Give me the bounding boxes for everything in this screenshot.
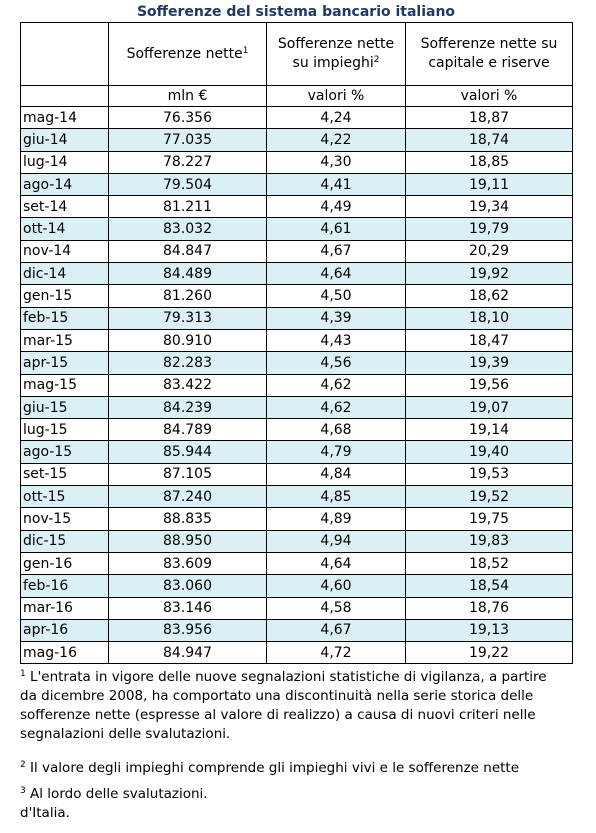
cell-npl-loans: 4,84: [267, 463, 406, 485]
cell-npl-capital: 19,75: [406, 508, 573, 530]
units-month: [21, 86, 109, 107]
cell-npl-loans: 4,68: [267, 419, 406, 441]
cell-month: lug-14: [21, 151, 109, 173]
units-row: [21, 86, 573, 107]
cell-npl-capital: 18,10: [406, 307, 573, 329]
cell-month: feb-15: [21, 307, 109, 329]
cell-net-npl: 83.422: [109, 374, 267, 396]
table-title: Sofferenze del sistema bancario italiano: [136, 4, 456, 20]
cell-npl-loans: 4,24: [267, 107, 406, 129]
cell-net-npl: 83.146: [109, 597, 267, 619]
cell-npl-loans: 4,39: [267, 307, 406, 329]
cell-month: gen-15: [21, 285, 109, 307]
table-row: [21, 151, 573, 173]
cell-net-npl: 87.105: [109, 463, 267, 485]
cell-net-npl: 76.356: [109, 107, 267, 129]
table-row: [21, 619, 573, 641]
table-row: [21, 240, 573, 262]
cell-net-npl: 88.950: [109, 530, 267, 552]
cell-net-npl: 84.847: [109, 240, 267, 262]
cell-npl-loans: 4,50: [267, 285, 406, 307]
table-row: [21, 419, 573, 441]
cell-npl-loans: 4,67: [267, 619, 406, 641]
cell-npl-capital: 19,53: [406, 463, 573, 485]
table-row: [21, 374, 573, 396]
cell-month: apr-15: [21, 352, 109, 374]
cell-month: apr-16: [21, 619, 109, 641]
cell-npl-loans: 4,64: [267, 263, 406, 285]
cell-npl-loans: 4,64: [267, 552, 406, 574]
cell-npl-capital: 19,83: [406, 530, 573, 552]
cell-net-npl: 84.489: [109, 263, 267, 285]
header-month: [21, 23, 109, 86]
cell-npl-loans: 4,22: [267, 129, 406, 151]
cell-net-npl: 78.227: [109, 151, 267, 173]
table-row: [21, 486, 573, 508]
cell-npl-loans: 4,49: [267, 196, 406, 218]
cell-month: nov-14: [21, 240, 109, 262]
cell-npl-loans: 4,56: [267, 352, 406, 374]
table-row: [21, 329, 573, 351]
cell-npl-capital: 18,62: [406, 285, 573, 307]
cell-net-npl: 84.239: [109, 396, 267, 418]
cell-npl-loans: 4,79: [267, 441, 406, 463]
cell-month: giu-14: [21, 129, 109, 151]
table-row: [21, 285, 573, 307]
cell-npl-capital: 18,85: [406, 151, 573, 173]
table-row: [21, 642, 573, 664]
cell-npl-capital: 19,56: [406, 374, 573, 396]
source-note: d'Italia.: [20, 805, 70, 821]
table-row: [21, 107, 573, 129]
cell-net-npl: 82.283: [109, 352, 267, 374]
cell-month: mag-16: [21, 642, 109, 664]
header-npl-loans: Sofferenze nette su impieghi$^2$: [267, 23, 406, 86]
footnote-2: $^2$ Il valore degli impieghi comprende gli impieghi vivi e le sofferenze nette: [20, 760, 520, 776]
cell-npl-capital: 18,54: [406, 575, 573, 597]
units-loans: valori %: [267, 86, 406, 107]
footnote-1: $^1$ L'entrata in vigore delle nuove segnalazioni statistiche di vigilanza, a partire da dicembre 2008, ha comportato una discontinuità nella serie storica delle sofferenze nette (espresse al valore di realizzo) a causa di nuovi criteri nelle segnalazioni delle svalutazioni.: [20, 669, 547, 742]
cell-npl-capital: 18,52: [406, 552, 573, 574]
table-row: [21, 396, 573, 418]
table-row: [21, 530, 573, 552]
table-row: [21, 307, 573, 329]
cell-month: feb-16: [21, 575, 109, 597]
cell-month: ott-14: [21, 218, 109, 240]
cell-net-npl: 88.835: [109, 508, 267, 530]
cell-npl-loans: 4,60: [267, 575, 406, 597]
cell-net-npl: 84.947: [109, 642, 267, 664]
cell-npl-capital: 19,13: [406, 619, 573, 641]
cell-npl-loans: 4,67: [267, 240, 406, 262]
footnotes: [20, 668, 590, 823]
cell-net-npl: 83.060: [109, 575, 267, 597]
cell-net-npl: 77.035: [109, 129, 267, 151]
cell-npl-loans: 4,94: [267, 530, 406, 552]
cell-npl-capital: 19,52: [406, 486, 573, 508]
cell-npl-loans: 4,62: [267, 396, 406, 418]
cell-npl-capital: 18,74: [406, 129, 573, 151]
cell-npl-capital: 19,92: [406, 263, 573, 285]
cell-npl-capital: 19,79: [406, 218, 573, 240]
cell-net-npl: 84.789: [109, 419, 267, 441]
cell-npl-capital: 19,34: [406, 196, 573, 218]
units-net: mln €: [109, 86, 267, 107]
table-row: [21, 597, 573, 619]
cell-month: mag-15: [21, 374, 109, 396]
cell-month: ago-15: [21, 441, 109, 463]
cell-month: dic-14: [21, 263, 109, 285]
cell-net-npl: 79.504: [109, 173, 267, 195]
cell-npl-capital: 20,29: [406, 240, 573, 262]
header-net-npl: Sofferenze nette$^1$: [109, 23, 267, 86]
cell-month: set-15: [21, 463, 109, 485]
cell-npl-capital: 19,07: [406, 396, 573, 418]
data-table: [20, 22, 573, 664]
cell-npl-capital: 18,87: [406, 107, 573, 129]
table-row: [21, 263, 573, 285]
cell-net-npl: 87.240: [109, 486, 267, 508]
units-capital: valori %: [406, 86, 573, 107]
cell-net-npl: 80.910: [109, 329, 267, 351]
cell-npl-loans: 4,62: [267, 374, 406, 396]
table-row: [21, 508, 573, 530]
cell-npl-capital: 19,39: [406, 352, 573, 374]
cell-month: ago-14: [21, 173, 109, 195]
table-row: [21, 552, 573, 574]
cell-month: mag-14: [21, 107, 109, 129]
cell-npl-loans: 4,85: [267, 486, 406, 508]
cell-month: nov-15: [21, 508, 109, 530]
cell-month: mar-16: [21, 597, 109, 619]
table-row: [21, 575, 573, 597]
cell-npl-loans: 4,72: [267, 642, 406, 664]
cell-npl-loans: 4,58: [267, 597, 406, 619]
cell-npl-capital: 19,22: [406, 642, 573, 664]
cell-npl-loans: 4,61: [267, 218, 406, 240]
cell-month: lug-15: [21, 419, 109, 441]
table-row: [21, 441, 573, 463]
cell-month: ott-15: [21, 486, 109, 508]
cell-npl-loans: 4,30: [267, 151, 406, 173]
cell-npl-capital: 19,11: [406, 173, 573, 195]
table-row: [21, 196, 573, 218]
footnote-3: $^3$ Al lordo delle svalutazioni.: [20, 786, 208, 802]
table-row: [21, 173, 573, 195]
cell-net-npl: 83.956: [109, 619, 267, 641]
cell-month: giu-15: [21, 396, 109, 418]
cell-month: dic-15: [21, 530, 109, 552]
header-row: [21, 23, 573, 86]
cell-npl-capital: 19,40: [406, 441, 573, 463]
cell-net-npl: 81.260: [109, 285, 267, 307]
cell-npl-capital: 19,14: [406, 419, 573, 441]
cell-npl-loans: 4,41: [267, 173, 406, 195]
cell-npl-capital: 18,47: [406, 329, 573, 351]
cell-npl-capital: 18,76: [406, 597, 573, 619]
cell-net-npl: 79.313: [109, 307, 267, 329]
table-row: [21, 352, 573, 374]
cell-net-npl: 83.032: [109, 218, 267, 240]
cell-net-npl: 81.211: [109, 196, 267, 218]
cell-month: mar-15: [21, 329, 109, 351]
cell-month: gen-16: [21, 552, 109, 574]
cell-month: set-14: [21, 196, 109, 218]
table-row: [21, 218, 573, 240]
cell-net-npl: 85.944: [109, 441, 267, 463]
table-row: [21, 463, 573, 485]
table-row: [21, 129, 573, 151]
header-npl-capital: Sofferenze nette su capitale e riserve: [406, 23, 573, 86]
cell-npl-loans: 4,43: [267, 329, 406, 351]
cell-net-npl: 83.609: [109, 552, 267, 574]
cell-npl-loans: 4,89: [267, 508, 406, 530]
